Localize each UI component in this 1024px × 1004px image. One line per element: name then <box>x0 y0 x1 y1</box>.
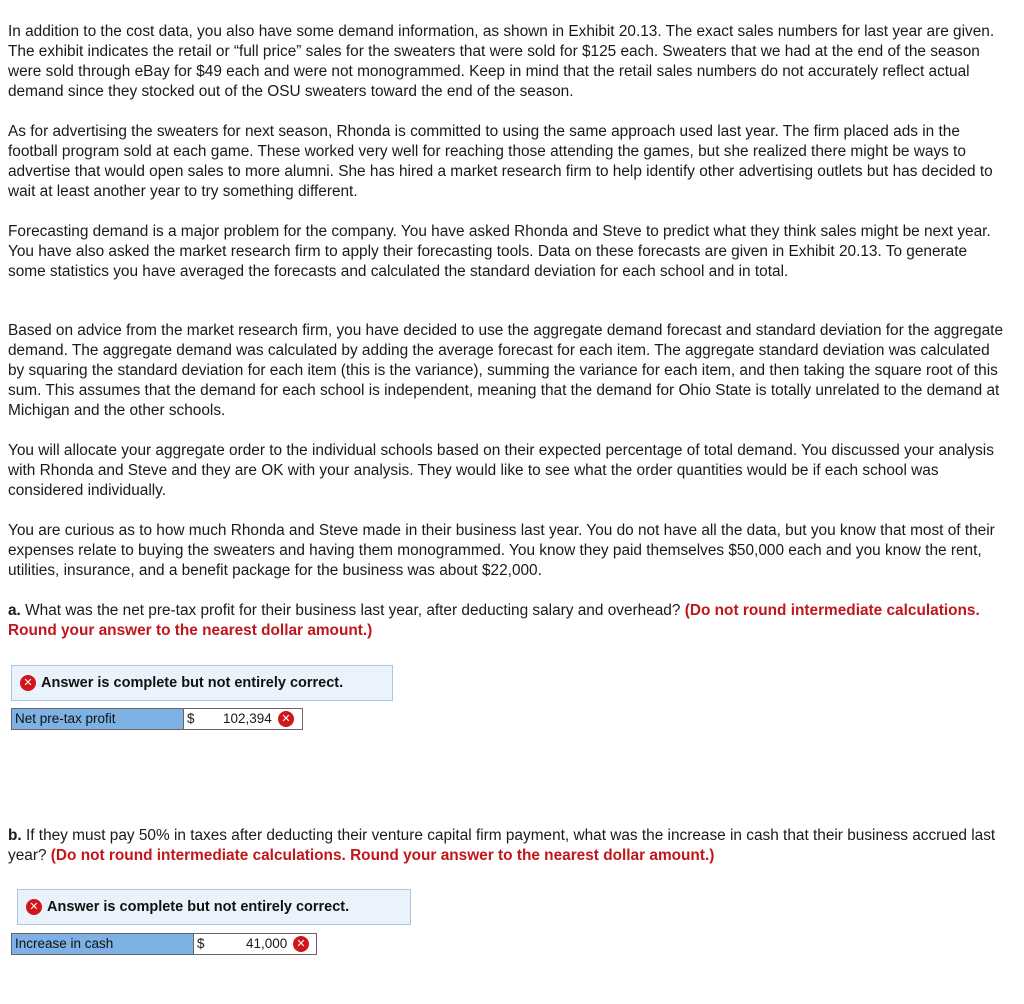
feedback-text-b: Answer is complete but not entirely correct. <box>47 899 350 915</box>
answer-value-a: 102,394 <box>223 711 272 726</box>
paragraph-expenses: You are curious as to how much Rhonda and Steve made in their business last year. You do not have all the data, but you know that most of their expenses relate to buying the sweaters and having them monogrammed. You know they paid themselves $50,000 each and you know the rent, utilities, insurance, and a benefit package for the business was about $22,000. <box>8 522 995 579</box>
paragraph-allocation: You will allocate your aggregate order to the individual schools based on their expected percentage of total demand. You discussed your analysis with Rhonda and Steve and they are OK with your analysis. They would like to see what the order quantities would be if each school was considered individually. <box>8 442 994 499</box>
answer-row-a <box>11 708 303 730</box>
incorrect-icon: ✕ <box>20 675 36 691</box>
feedback-banner-a <box>11 665 393 701</box>
incorrect-icon: ✕ <box>26 899 42 915</box>
question-a-text: What was the net pre-tax profit for their business last year, after deducting salary and overhead? <box>20 602 685 619</box>
paragraph-aggregate-demand: Based on advice from the market research firm, you have decided to use the aggregate demand forecast and standard deviation for the aggregate demand. The aggregate demand was calculated by adding the average forecast for each item. The aggregate standard deviation was calculated by squaring the standard deviation for each item (this is the variance), summing the variance for each item, and then taking the square root of this sum. This assumes that the demand for each school is independent, meaning that the demand for Ohio State is totally unrelated to the demand at Michigan and the other schools. <box>8 322 1004 419</box>
incorrect-icon: ✕ <box>278 711 294 727</box>
question-b-letter: b. <box>8 827 22 844</box>
question-b-text: If they must pay 50% in taxes after deducting their venture capital firm payment, what was the increase in cash that their business accrued last year? <box>8 827 996 864</box>
feedback-text-a: Answer is complete but not entirely correct. <box>41 675 344 691</box>
answer-label-b: Increase in cash <box>12 934 194 954</box>
question-a-instruction: (Do not round intermediate calculations. Round your answer to the nearest dollar amount.) <box>8 602 980 639</box>
question-a-letter: a. <box>8 602 21 619</box>
answer-row-b <box>11 933 317 955</box>
question-b-instruction: (Do not round intermediate calculations. Round your answer to the nearest dollar amount.) <box>50 847 715 864</box>
question-b <box>8 826 1008 866</box>
currency-symbol-b: $ <box>197 936 205 951</box>
incorrect-icon: ✕ <box>293 936 309 952</box>
currency-symbol-a: $ <box>187 711 195 726</box>
feedback-banner-b <box>17 889 411 925</box>
answer-field-a[interactable] <box>184 709 302 729</box>
paragraph-demand-info: In addition to the cost data, you also have some demand information, as shown in Exhibit 20.13. The exact sales numbers for last year are given. The exhibit indicates the retail or “full price” sales for the sweaters that were sold for $125 each. Sweaters that we had at the end of the season were sold through eBay for $49 each and were not monogrammed. Keep in mind that the retail sales numbers do not accurately reflect actual demand since they stocked out of the OSU sweaters toward the end of the season. <box>8 23 995 100</box>
question-a <box>8 601 1008 641</box>
paragraph-advertising: As for advertising the sweaters for next season, Rhonda is committed to using the same approach used last year. The firm placed ads in the football program sold at each game. These worked very well for reaching those attending the games, but she realized there might be ways to advertise that would open sales to more alumni. She has hired a market research firm to help identify other advertising outlets but has decided to wait at least another year to try something different. <box>8 123 993 200</box>
paragraph-forecasting: Forecasting demand is a major problem for the company. You have asked Rhonda and Steve to predict what they think sales might be next year. You have also asked the market research firm to apply their forecasting tools. Data on these forecasts are given in Exhibit 20.13. To generate some statistics you have averaged the forecasts and calculated the standard deviation for each school and in total. <box>8 223 991 280</box>
answer-value-b: 41,000 <box>246 936 288 951</box>
answer-field-b[interactable] <box>194 934 316 954</box>
answer-label-a: Net pre-tax profit <box>12 709 184 729</box>
